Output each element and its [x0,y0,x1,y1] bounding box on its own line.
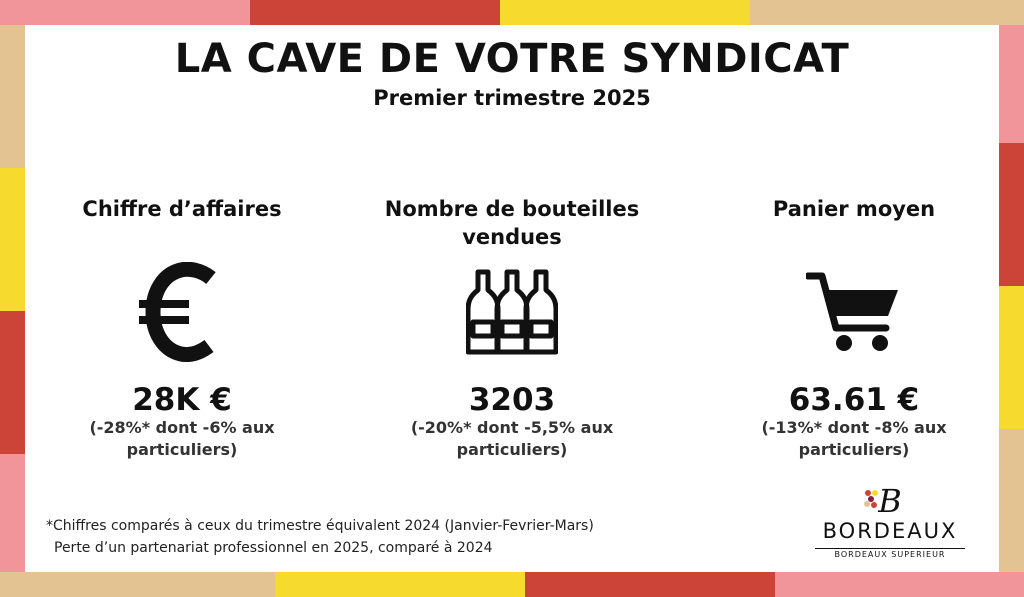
border-left-red [0,311,25,454]
logo-name: BORDEAUX [822,519,958,543]
border-left-pink [0,454,25,572]
border-top-beige [750,0,1024,25]
shopping-cart-icon [704,257,1004,367]
metric-value: 63.61 € [788,382,920,418]
metric-note: (-13%* dont -8% aux particuliers) [761,418,947,459]
metric-note: (-20%* dont -5,5% aux particuliers) [410,418,614,459]
metric-label: Panier moyen [772,197,936,221]
euro-icon [32,257,332,367]
metric-revenue [32,195,332,461]
logo-mark [800,482,980,520]
border-bottom-beige [0,572,275,597]
border-bottom-pink [775,572,1024,597]
wine-bottles-icon [362,257,662,367]
logo-letter: B [878,482,902,520]
border-top-pink [0,0,250,25]
metric-average-basket [704,195,1004,461]
metric-value: 28K € [132,382,232,418]
page-title: LA CAVE DE VOTRE SYNDICAT [174,36,850,82]
border-top-red [250,0,500,25]
logo-subtitle: BORDEAUX SUPERIEUR [815,548,965,559]
page-subtitle: Premier trimestre 2025 [373,86,651,110]
metric-value: 3203 [468,382,556,418]
grape-icon [862,488,882,510]
border-left-yellow [0,168,25,311]
metric-label: Chiffre d’affaires [82,197,282,221]
metric-bottles [362,195,662,461]
bordeaux-logo [800,482,980,561]
border-bottom-yellow [275,572,525,597]
footnote-partnership: Perte d’un partenariat professionnel en 2025, comparé à 2024 [54,540,493,556]
border-top-yellow [500,0,750,25]
metric-note: (-28%* dont -6% aux particuliers) [89,418,275,459]
border-bottom-red [525,572,775,597]
footnote-comparison: *Chiffres comparés à ceux du trimestre équivalent 2024 (Janvier-Fevrier-Mars) [46,518,594,534]
metric-label: Nombre de bouteilles vendues [384,197,640,249]
